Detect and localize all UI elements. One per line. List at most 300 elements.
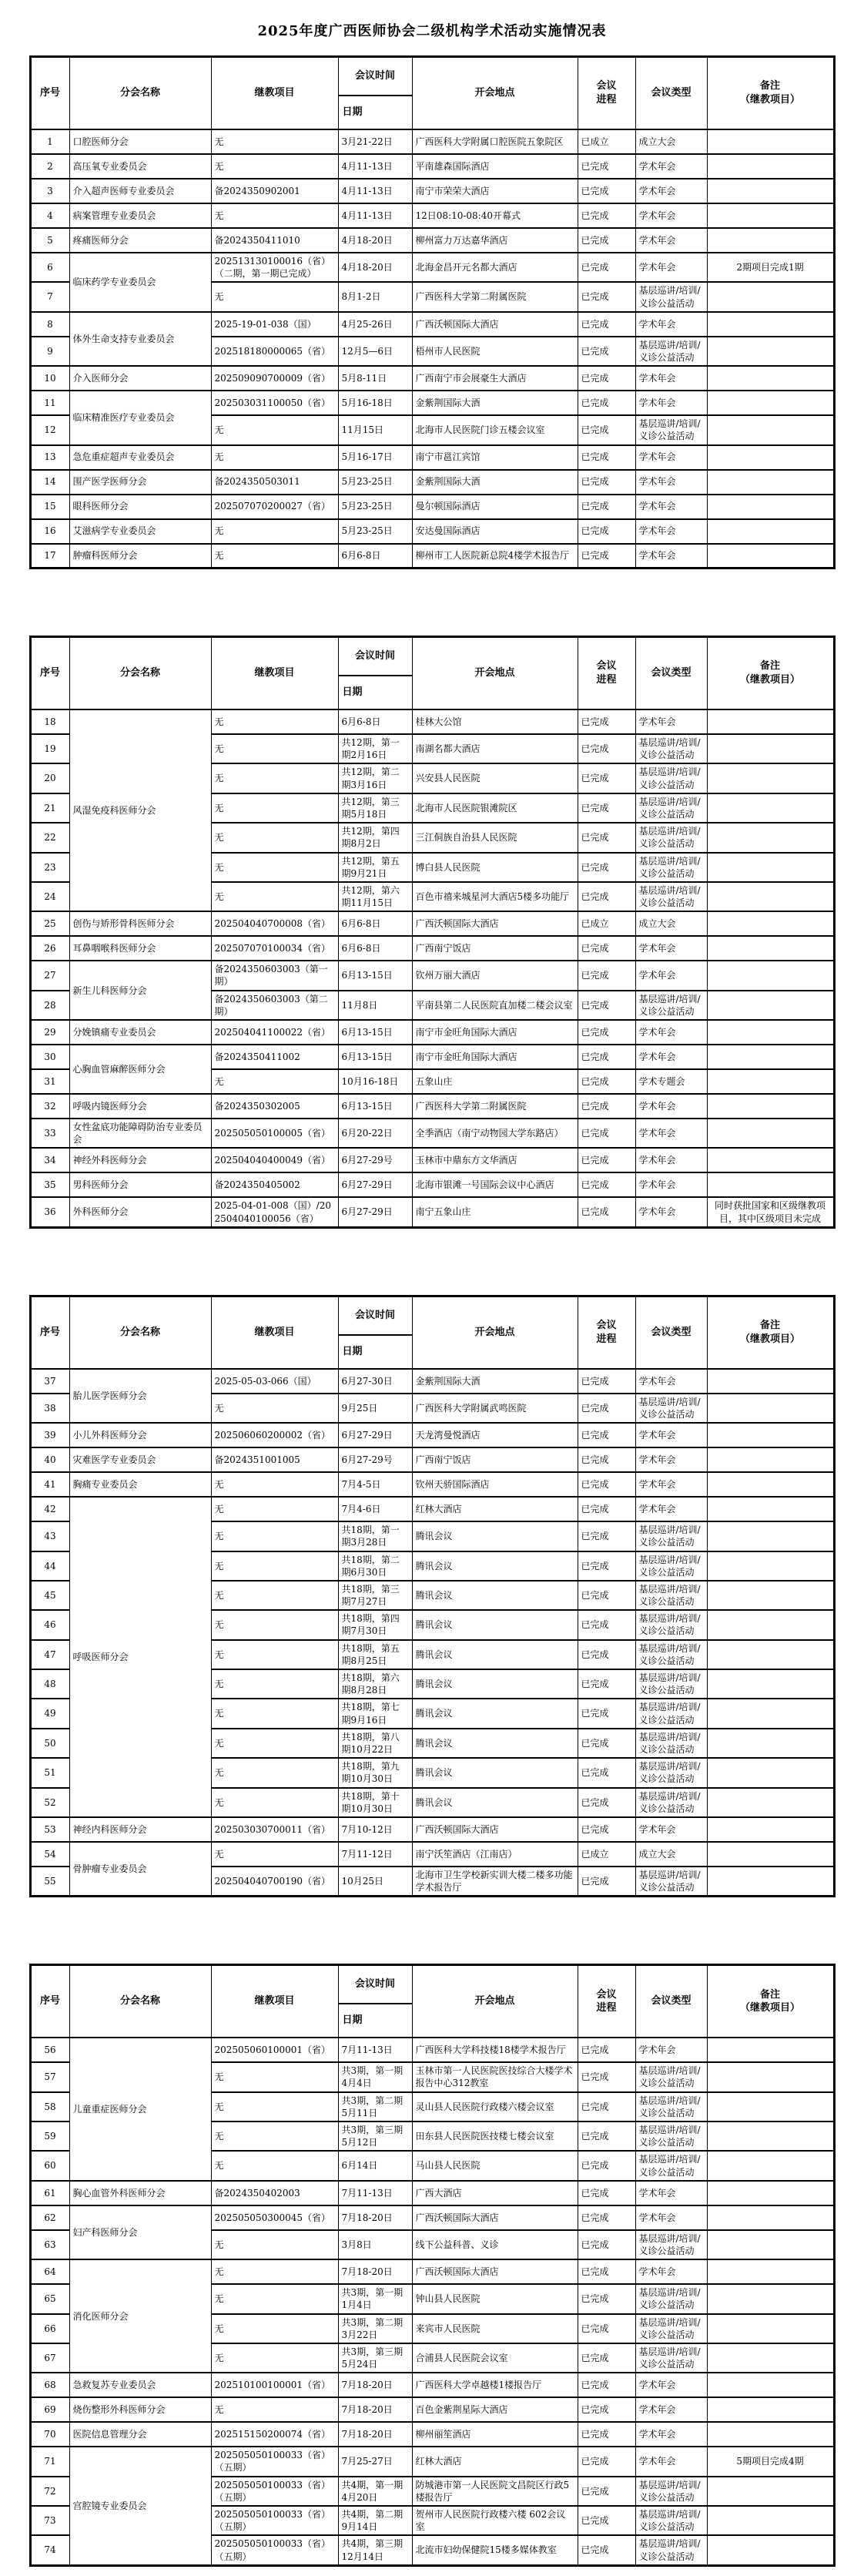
cell-branch-name: 病案管理专业委员会 xyxy=(69,203,211,228)
cell-progress: 已完成 xyxy=(578,936,635,961)
cell-venue: 平南县第二人民医院直加楼二楼会议室 xyxy=(412,991,578,1020)
cell-seq: 71 xyxy=(30,2447,69,2476)
cell-type: 基层巡讲/培训/义诊公益活动 xyxy=(635,2122,707,2151)
cell-project: 无 xyxy=(211,2122,338,2151)
cell-seq: 8 xyxy=(30,312,69,337)
cell-seq: 54 xyxy=(30,1842,69,1867)
cell-remark xyxy=(707,2422,834,2447)
cell-progress: 已完成 xyxy=(578,1521,635,1551)
cell-remark xyxy=(707,1119,834,1148)
col-header-date: 日期 xyxy=(338,96,412,129)
cell-project: 无 xyxy=(211,2284,338,2313)
cell-type: 学术年会 xyxy=(635,203,707,228)
cell-project: 202504040700008（省） xyxy=(211,911,338,936)
table-row xyxy=(30,1119,834,1148)
cell-seq: 57 xyxy=(30,2062,69,2091)
cell-type: 学术年会 xyxy=(635,2397,707,2422)
table-header xyxy=(30,57,834,130)
cell-remark xyxy=(707,763,834,793)
cell-progress: 已完成 xyxy=(578,2181,635,2205)
cell-branch-name: 急危重症超声专业委员会 xyxy=(69,445,211,470)
cell-type: 学术年会 xyxy=(635,2373,707,2397)
cell-seq: 36 xyxy=(30,1197,69,1227)
cell-project: 202504040400049（省） xyxy=(211,1148,338,1172)
cell-type: 学术年会 xyxy=(635,1172,707,1197)
cell-seq: 50 xyxy=(30,1729,69,1758)
cell-project: 202509090700009（省） xyxy=(211,366,338,391)
cell-seq: 18 xyxy=(30,709,69,734)
cell-progress: 已完成 xyxy=(578,709,635,734)
cell-date: 7月18-20日 xyxy=(338,2397,412,2422)
cell-date: 6月13-15日 xyxy=(338,961,412,990)
cell-progress: 已完成 xyxy=(578,823,635,852)
col-header-seq: 序号 xyxy=(30,1296,69,1369)
cell-project: 无 xyxy=(211,129,338,154)
cell-project: 无 xyxy=(211,1551,338,1581)
cell-seq: 15 xyxy=(30,495,69,519)
cell-project: 202503031100050（省） xyxy=(211,391,338,415)
cell-remark xyxy=(707,391,834,415)
cell-remark xyxy=(707,1610,834,1639)
cell-project: 无 xyxy=(211,1788,338,1817)
cell-progress: 已完成 xyxy=(578,2506,635,2535)
cell-type: 学术年会 xyxy=(635,1020,707,1045)
cell-project: 无 xyxy=(211,709,338,734)
cell-progress: 已完成 xyxy=(578,253,635,282)
table-row xyxy=(30,445,834,470)
cell-date: 4月18-20日 xyxy=(338,253,412,282)
cell-type: 学术年会 xyxy=(635,445,707,470)
cell-date: 6月6-8日 xyxy=(338,911,412,936)
table-row xyxy=(30,519,834,544)
cell-project: 无 xyxy=(211,853,338,882)
cell-branch-name: 高压氧专业委员会 xyxy=(69,154,211,179)
cell-seq: 25 xyxy=(30,911,69,936)
cell-venue: 北海市卫生学校新实训大楼二楼多功能学术报告厅 xyxy=(412,1867,578,1897)
col-header-venue: 开会地点 xyxy=(412,57,578,130)
cell-seq: 59 xyxy=(30,2122,69,2151)
table-body xyxy=(30,129,834,569)
header-line: 进程 xyxy=(596,2002,617,2014)
cell-progress: 已完成 xyxy=(578,1551,635,1581)
cell-project: 无 xyxy=(211,282,338,311)
cell-branch-name: 灾难医学专业委员会 xyxy=(69,1447,211,1472)
cell-type: 基层巡讲/培训/义诊公益活动 xyxy=(635,2506,707,2535)
cell-date: 共3期，第一期1月4日 xyxy=(338,2284,412,2313)
cell-type: 学术年会 xyxy=(635,391,707,415)
cell-remark xyxy=(707,1094,834,1119)
cell-venue: 南宁市荣荣大酒店 xyxy=(412,179,578,203)
cell-project: 无 xyxy=(211,1610,338,1639)
cell-project: 202513130100016（省）（二期，第一期已完成） xyxy=(211,253,338,282)
cell-progress: 已完成 xyxy=(578,1045,635,1069)
cell-type: 基层巡讲/培训/义诊公益活动 xyxy=(635,2092,707,2122)
cell-progress: 已完成 xyxy=(578,2422,635,2447)
cell-remark xyxy=(707,2259,834,2284)
table-row xyxy=(30,2205,834,2230)
cell-progress: 已完成 xyxy=(578,2122,635,2151)
cell-progress: 已完成 xyxy=(578,1069,635,1094)
cell-remark xyxy=(707,2397,834,2422)
cell-date: 6月6-8日 xyxy=(338,544,412,569)
table-row xyxy=(30,253,834,282)
table-body xyxy=(30,1369,834,1897)
cell-progress: 已完成 xyxy=(578,1020,635,1045)
cell-seq: 62 xyxy=(30,2205,69,2230)
cell-type: 学术年会 xyxy=(635,1423,707,1447)
table-row xyxy=(30,1447,834,1472)
cell-branch-name: 介入医师分会 xyxy=(69,366,211,391)
cell-branch-name: 胸心血管外科医师分会 xyxy=(69,2181,211,2205)
cell-progress: 已完成 xyxy=(578,1817,635,1842)
cell-progress: 已成立 xyxy=(578,129,635,154)
cell-date: 共18期，第八期10月22日 xyxy=(338,1729,412,1758)
cell-type: 学术年会 xyxy=(635,544,707,569)
table-section-3 xyxy=(0,1295,864,1898)
cell-progress: 已完成 xyxy=(578,2535,635,2565)
cell-date: 共3期，第三期5月12日 xyxy=(338,2122,412,2151)
cell-venue: 平南雄森国际酒店 xyxy=(412,154,578,179)
cell-seq: 40 xyxy=(30,1447,69,1472)
cell-remark xyxy=(707,2230,834,2259)
cell-seq: 9 xyxy=(30,337,69,366)
cell-remark xyxy=(707,544,834,569)
cell-progress: 已完成 xyxy=(578,1497,635,1521)
cell-project: 备2024350405002 xyxy=(211,1172,338,1197)
cell-branch-name: 风湿免疫科医师分会 xyxy=(69,709,211,911)
cell-date: 共18期，第三期7月27日 xyxy=(338,1581,412,1610)
cell-remark xyxy=(707,1817,834,1842)
cell-type: 基层巡讲/培训/义诊公益活动 xyxy=(635,1551,707,1581)
cell-date: 共18期，第五期8月25日 xyxy=(338,1640,412,1669)
cell-progress: 已完成 xyxy=(578,1094,635,1119)
header-line: 备注 xyxy=(759,1320,780,1332)
cell-project: 备2024350411002 xyxy=(211,1045,338,1069)
cell-venue: 钦州万丽大酒店 xyxy=(412,961,578,990)
cell-type: 基层巡讲/培训/义诊公益活动 xyxy=(635,882,707,911)
cell-progress: 已完成 xyxy=(578,1172,635,1197)
cell-venue: 安达曼国际酒店 xyxy=(412,519,578,544)
cell-seq: 11 xyxy=(30,391,69,415)
cell-date: 6月13-15日 xyxy=(338,1020,412,1045)
cell-project: 2025-04-01-008（国）/202504040100056（省） xyxy=(211,1197,338,1227)
header-line: 进程 xyxy=(596,94,617,106)
cell-remark xyxy=(707,991,834,1020)
col-header-date: 日期 xyxy=(338,676,412,709)
cell-seq: 45 xyxy=(30,1581,69,1610)
table-row xyxy=(30,1842,834,1867)
cell-remark xyxy=(707,2038,834,2062)
cell-date: 4月11-13日 xyxy=(338,154,412,179)
cell-remark xyxy=(707,1521,834,1551)
cell-date: 6月27-29号 xyxy=(338,1447,412,1472)
cell-remark xyxy=(707,1788,834,1817)
cell-remark xyxy=(707,1699,834,1728)
cell-progress: 已完成 xyxy=(578,470,635,495)
table-row xyxy=(30,470,834,495)
cell-progress: 已完成 xyxy=(578,544,635,569)
cell-type: 学术年会 xyxy=(635,2181,707,2205)
cell-remark xyxy=(707,911,834,936)
cell-seq: 64 xyxy=(30,2259,69,2284)
cell-date: 4月11-13日 xyxy=(338,203,412,228)
cell-venue: 北流市妇幼保健院15楼多媒体教室 xyxy=(412,2535,578,2565)
cell-progress: 已完成 xyxy=(578,1369,635,1394)
cell-venue: 广西沃顿国际大酒店 xyxy=(412,2205,578,2230)
cell-remark xyxy=(707,366,834,391)
cell-remark xyxy=(707,1369,834,1394)
cell-type: 基层巡讲/培训/义诊公益活动 xyxy=(635,1699,707,1728)
cell-remark xyxy=(707,1842,834,1867)
cell-progress: 已完成 xyxy=(578,1472,635,1497)
cell-progress: 已完成 xyxy=(578,1447,635,1472)
cell-venue: 广西南宁饭店 xyxy=(412,936,578,961)
cell-project: 备2024350603003（第二期） xyxy=(211,991,338,1020)
header-line: 会议 xyxy=(596,1320,617,1332)
cell-date: 7月25-27日 xyxy=(338,2447,412,2476)
cell-venue: 五象山庄 xyxy=(412,1069,578,1094)
cell-remark xyxy=(707,2092,834,2122)
cell-venue: 马山县人民医院 xyxy=(412,2151,578,2180)
table-row xyxy=(30,1148,834,1172)
cell-remark xyxy=(707,882,834,911)
cell-remark xyxy=(707,1045,834,1069)
cell-venue: 红林大酒店 xyxy=(412,2447,578,2476)
cell-type: 基层巡讲/培训/义诊公益活动 xyxy=(635,763,707,793)
cell-remark xyxy=(707,1640,834,1669)
cell-date: 7月18-20日 xyxy=(338,2373,412,2397)
col-header-seq: 序号 xyxy=(30,1965,69,2038)
table-row xyxy=(30,911,834,936)
table-row xyxy=(30,709,834,734)
cell-date: 共18期，第四期7月30日 xyxy=(338,1610,412,1639)
cell-date: 共3期，第二期3月22日 xyxy=(338,2314,412,2343)
cell-project: 备2024351001005 xyxy=(211,1447,338,1472)
cell-branch-name: 心胸血管麻醉医师分会 xyxy=(69,1045,211,1094)
cell-date: 共18期，第二期6月30日 xyxy=(338,1551,412,1581)
cell-date: 4月18-20日 xyxy=(338,228,412,253)
cell-seq: 51 xyxy=(30,1758,69,1787)
table-header xyxy=(30,1965,834,2038)
cell-branch-name: 胸痛专业委员会 xyxy=(69,1472,211,1497)
cell-type: 基层巡讲/培训/义诊公益活动 xyxy=(635,2477,707,2506)
cell-date: 6月13-15日 xyxy=(338,1045,412,1069)
cell-branch-name: 消化医师分会 xyxy=(69,2259,211,2373)
cell-project: 202505050100033（省）（五期） xyxy=(211,2477,338,2506)
cell-date: 10月25日 xyxy=(338,1867,412,1897)
cell-venue: 广西沃顿国际大酒店 xyxy=(412,1817,578,1842)
cell-date: 7月11-13日 xyxy=(338,2038,412,2062)
cell-remark xyxy=(707,709,834,734)
cell-project: 无 xyxy=(211,2314,338,2343)
cell-progress: 已完成 xyxy=(578,961,635,990)
cell-venue: 腾讯会议 xyxy=(412,1758,578,1787)
cell-remark: 2期项目完成1期 xyxy=(707,253,834,282)
cell-remark xyxy=(707,154,834,179)
cell-remark xyxy=(707,2062,834,2091)
col-header-remark xyxy=(707,1296,834,1369)
table-row xyxy=(30,1197,834,1227)
cell-date: 7月18-20日 xyxy=(338,2205,412,2230)
cell-seq: 55 xyxy=(30,1867,69,1897)
cell-type: 学术年会 xyxy=(635,312,707,337)
table-row xyxy=(30,936,834,961)
cell-date: 7月11-12日 xyxy=(338,1842,412,1867)
cell-venue: 腾讯会议 xyxy=(412,1610,578,1639)
cell-progress: 已完成 xyxy=(578,763,635,793)
table-row xyxy=(30,366,834,391)
cell-progress: 已完成 xyxy=(578,282,635,311)
cell-progress: 已完成 xyxy=(578,519,635,544)
cell-branch-name: 临床药学专业委员会 xyxy=(69,253,211,312)
cell-date: 6月27-30日 xyxy=(338,1369,412,1394)
cell-remark xyxy=(707,2205,834,2230)
cell-project: 无 xyxy=(211,2151,338,2180)
cell-project: 备2024350402003 xyxy=(211,2181,338,2205)
cell-type: 学术年会 xyxy=(635,936,707,961)
cell-branch-name: 体外生命支持专业委员会 xyxy=(69,312,211,366)
col-header-branch: 分会名称 xyxy=(69,1965,211,2038)
cell-date: 共3期，第二期5月11日 xyxy=(338,2092,412,2122)
cell-type: 学术年会 xyxy=(635,519,707,544)
cell-date: 6月13-15日 xyxy=(338,1094,412,1119)
cell-project: 202506060200002（省） xyxy=(211,1423,338,1447)
cell-type: 学术年会 xyxy=(635,2205,707,2230)
cell-project: 无 xyxy=(211,1497,338,1521)
cell-type: 学术年会 xyxy=(635,961,707,990)
header-line: （继教项目） xyxy=(739,2002,800,2014)
cell-remark xyxy=(707,793,834,823)
cell-date: 4月25-26日 xyxy=(338,312,412,337)
cell-progress: 已完成 xyxy=(578,734,635,763)
cell-seq: 34 xyxy=(30,1148,69,1172)
cell-project: 202515150200074（省） xyxy=(211,2422,338,2447)
cell-project: 无 xyxy=(211,519,338,544)
cell-date: 共4期，第一期4月20日 xyxy=(338,2477,412,2506)
cell-venue: 腾讯会议 xyxy=(412,1521,578,1551)
cell-type: 基层巡讲/培训/义诊公益活动 xyxy=(635,1394,707,1423)
header-line: 进程 xyxy=(596,674,617,686)
cell-project: 无 xyxy=(211,1699,338,1728)
cell-branch-name: 外科医师分会 xyxy=(69,1197,211,1227)
cell-progress: 已完成 xyxy=(578,2092,635,2122)
page-title: 2025年度广西医师协会二级机构学术活动实施情况表 xyxy=(257,23,607,39)
cell-type: 学术年会 xyxy=(635,154,707,179)
cell-seq: 4 xyxy=(30,203,69,228)
cell-project: 无 xyxy=(211,445,338,470)
cell-venue: 来宾市人民医院 xyxy=(412,2314,578,2343)
table-row xyxy=(30,1094,834,1119)
cell-venue: 灵山县人民医院行政楼六楼会议室 xyxy=(412,2092,578,2122)
col-header-venue: 开会地点 xyxy=(412,1965,578,2038)
cell-remark xyxy=(707,1394,834,1423)
cell-progress: 已完成 xyxy=(578,1394,635,1423)
cell-type: 学术年会 xyxy=(635,1119,707,1148)
cell-date: 共12期，第四期8月2日 xyxy=(338,823,412,852)
cell-branch-name: 男科医师分会 xyxy=(69,1172,211,1197)
cell-venue: 博白县人民医院 xyxy=(412,853,578,882)
cell-venue: 柳州丽笙酒店 xyxy=(412,2422,578,2447)
cell-progress: 已成立 xyxy=(578,1842,635,1867)
cell-venue: 线下公益科普、义诊 xyxy=(412,2230,578,2259)
cell-progress: 已完成 xyxy=(578,337,635,366)
cell-project: 无 xyxy=(211,2230,338,2259)
cell-type: 学术年会 xyxy=(635,1472,707,1497)
cell-date: 共18期，第九期10月30日 xyxy=(338,1758,412,1787)
cell-seq: 66 xyxy=(30,2314,69,2343)
cell-branch-name: 肿瘤科医师分会 xyxy=(69,544,211,569)
cell-seq: 24 xyxy=(30,882,69,911)
cell-date: 11月8日 xyxy=(338,991,412,1020)
cell-type: 学术年会 xyxy=(635,2447,707,2476)
cell-project: 2025-05-03-066（国） xyxy=(211,1369,338,1394)
cell-progress: 已完成 xyxy=(578,1423,635,1447)
cell-progress: 已完成 xyxy=(578,1119,635,1148)
cell-seq: 41 xyxy=(30,1472,69,1497)
cell-remark xyxy=(707,1472,834,1497)
cell-project: 无 xyxy=(211,2062,338,2091)
cell-progress: 已完成 xyxy=(578,1699,635,1728)
cell-project: 备2024350902001 xyxy=(211,179,338,203)
cell-venue: 玉林市第一人民医院医技综合大楼学术报告中心312教室 xyxy=(412,2062,578,2091)
col-header-time: 会议时间 xyxy=(338,1965,412,2004)
cell-seq: 43 xyxy=(30,1521,69,1551)
col-header-progress xyxy=(578,637,635,710)
cell-remark xyxy=(707,1020,834,1045)
cell-venue: 金紫荆国际大酒 xyxy=(412,391,578,415)
cell-date: 6月27-29日 xyxy=(338,1423,412,1447)
cell-type: 基层巡讲/培训/义诊公益活动 xyxy=(635,2535,707,2565)
cell-venue: 南宁沃笙酒店（江南店） xyxy=(412,1842,578,1867)
cell-progress: 已完成 xyxy=(578,1758,635,1787)
header-line: （继教项目） xyxy=(739,674,800,686)
header-line: 会议 xyxy=(596,80,617,92)
cell-remark xyxy=(707,1729,834,1758)
cell-date: 8月1-2日 xyxy=(338,282,412,311)
cell-remark xyxy=(707,495,834,519)
cell-progress: 已完成 xyxy=(578,2477,635,2506)
table-header xyxy=(30,1296,834,1369)
cell-date: 12月5—6日 xyxy=(338,337,412,366)
cell-seq: 26 xyxy=(30,936,69,961)
cell-venue: 广西大酒店 xyxy=(412,2181,578,2205)
cell-date: 共12期，第三期5月18日 xyxy=(338,793,412,823)
table-row xyxy=(30,1423,834,1447)
col-header-branch: 分会名称 xyxy=(69,637,211,710)
cell-remark: 同时获批国家和区级继教项目，其中区级项目未完成 xyxy=(707,1197,834,1227)
cell-branch-name: 胎儿医学医师分会 xyxy=(69,1369,211,1423)
cell-branch-name: 呼吸内镜医师分会 xyxy=(69,1094,211,1119)
table-row xyxy=(30,2181,834,2205)
cell-date: 6月27-29日 xyxy=(338,1172,412,1197)
cell-remark xyxy=(707,734,834,763)
cell-remark xyxy=(707,961,834,990)
cell-seq: 49 xyxy=(30,1699,69,1728)
cell-type: 基层巡讲/培训/义诊公益活动 xyxy=(635,853,707,882)
cell-project: 无 xyxy=(211,1069,338,1094)
cell-project: 202503030700011（省） xyxy=(211,1817,338,1842)
cell-venue: 全季酒店（南宁动物园大学东路店） xyxy=(412,1119,578,1148)
cell-seq: 38 xyxy=(30,1394,69,1423)
cell-venue: 北海市人民医院门诊五楼会议室 xyxy=(412,415,578,444)
table-row xyxy=(30,391,834,415)
cell-progress: 已完成 xyxy=(578,2062,635,2091)
cell-date: 5月16-18日 xyxy=(338,391,412,415)
cell-remark xyxy=(707,2284,834,2313)
cell-remark xyxy=(707,282,834,311)
cell-progress: 已完成 xyxy=(578,1581,635,1610)
cell-date: 共4期，第二期9月14日 xyxy=(338,2506,412,2535)
